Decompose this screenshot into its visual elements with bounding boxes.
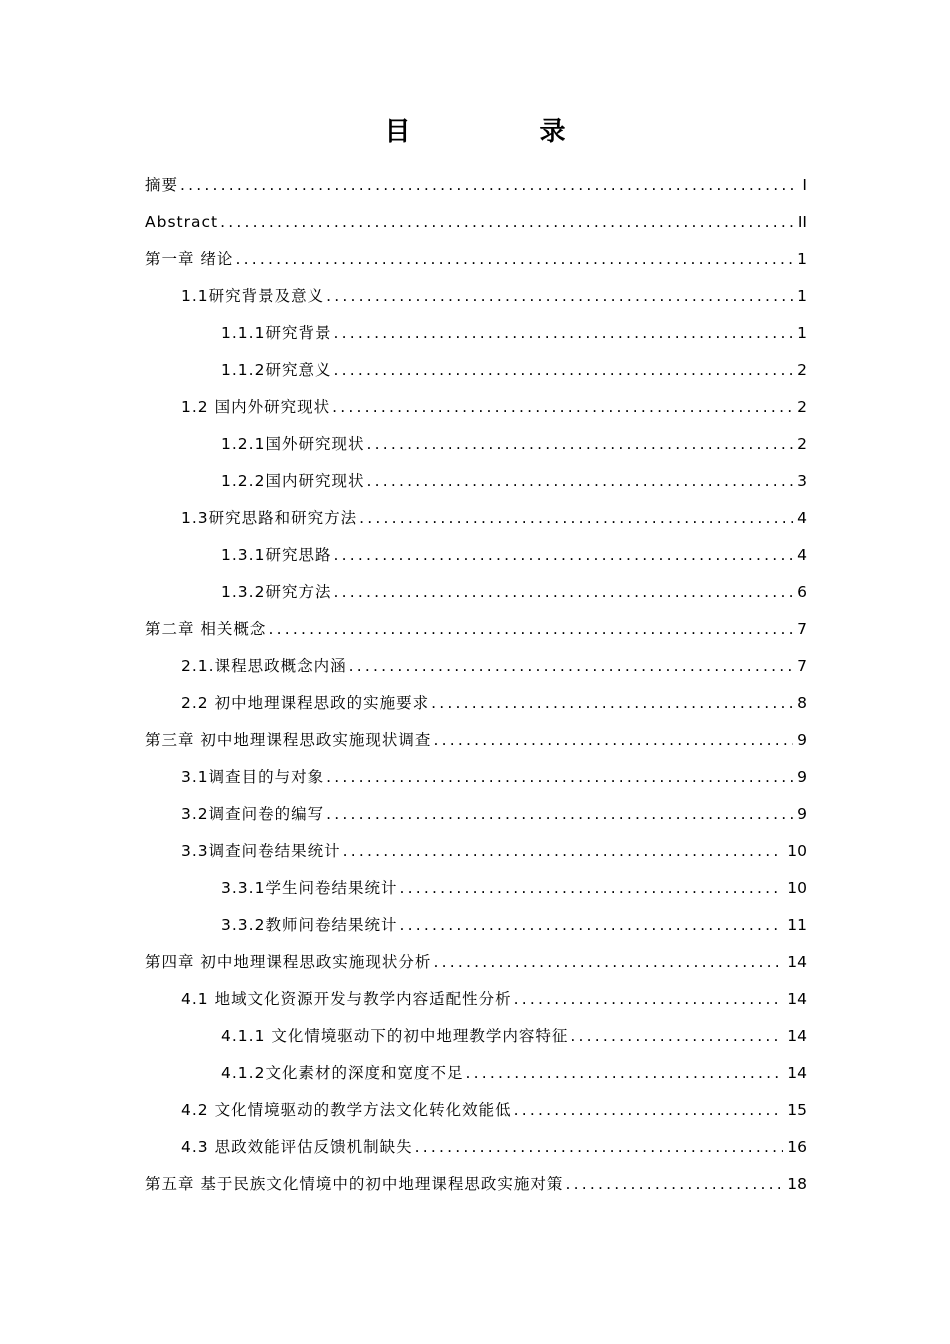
toc-dot-leader	[366, 463, 793, 500]
toc-dot-leader	[326, 278, 793, 315]
toc-entry-page-number: 4	[797, 509, 807, 527]
toc-entry-label: 1.2.1国外研究现状	[221, 435, 365, 453]
toc-entry-label: 1.1.1研究背景	[221, 324, 332, 342]
toc-entry-label: 4.3 思政效能评估反馈机制缺失	[181, 1138, 413, 1156]
toc-dot-leader	[333, 537, 793, 574]
toc-entry-page-number: 2	[797, 361, 807, 379]
toc-entry-label: 摘要	[145, 176, 179, 194]
toc-entry-label: 3.3.1学生问卷结果统计	[221, 879, 398, 897]
toc-entry[interactable]	[145, 1129, 807, 1166]
toc-entry-page-number: 9	[797, 805, 807, 823]
toc-entry-page-number: II	[797, 213, 807, 231]
toc-entry-label: 3.1调查目的与对象	[181, 768, 325, 786]
toc-entry[interactable]	[145, 759, 807, 796]
toc-dot-leader	[514, 981, 784, 1018]
toc-dot-leader	[343, 833, 784, 870]
toc-entry-label: 4.1.1 文化情境驱动下的初中地理教学内容特征	[221, 1027, 569, 1045]
toc-dot-leader	[349, 648, 794, 685]
toc-dot-leader	[333, 352, 793, 389]
toc-dot-leader	[415, 1129, 784, 1166]
toc-entry-label: 1.3研究思路和研究方法	[181, 509, 358, 527]
toc-dot-leader	[180, 167, 798, 204]
toc-entry-label: 1.2.2国内研究现状	[221, 472, 365, 490]
toc-entry-label: 2.1.课程思政概念内涵	[181, 657, 347, 675]
toc-entry-page-number: 14	[787, 1064, 807, 1082]
toc-entry-page-number: 1	[797, 287, 807, 305]
toc-dot-leader	[399, 907, 783, 944]
toc-entry-page-number: 18	[787, 1175, 807, 1193]
toc-entry-page-number: 6	[797, 583, 807, 601]
toc-entry[interactable]	[145, 241, 807, 278]
toc-dot-leader	[332, 389, 793, 426]
toc-dot-leader	[220, 204, 794, 241]
toc-entry[interactable]	[145, 981, 807, 1018]
toc-entry-label: 第五章 基于民族文化情境中的初中地理课程思政实施对策	[145, 1175, 564, 1193]
toc-entry-page-number: 2	[797, 435, 807, 453]
toc-entry-page-number: 15	[787, 1101, 807, 1119]
toc-dot-leader	[399, 870, 783, 907]
toc-dot-leader	[366, 426, 793, 463]
toc-entry-label: 4.1.2文化素材的深度和宽度不足	[221, 1064, 464, 1082]
toc-dot-leader	[433, 944, 783, 981]
toc-entry-page-number: 8	[797, 694, 807, 712]
toc-entry-label: 第三章 初中地理课程思政实施现状调查	[145, 731, 432, 749]
toc-entry-page-number: 1	[797, 250, 807, 268]
toc-entry-page-number: 14	[787, 1027, 807, 1045]
toc-entry-label: 4.1 地域文化资源开发与教学内容适配性分析	[181, 990, 512, 1008]
toc-entry-page-number: I	[802, 176, 807, 194]
toc-dot-leader	[514, 1092, 784, 1129]
toc-entry[interactable]	[145, 796, 807, 833]
toc-entry[interactable]	[145, 426, 807, 463]
toc-entry-label: 3.3.2教师问卷结果统计	[221, 916, 398, 934]
toc-entry[interactable]	[145, 389, 807, 426]
toc-entry-label: 1.2 国内外研究现状	[181, 398, 331, 416]
toc-entry-page-number: 4	[797, 546, 807, 564]
toc-entry-page-number: 2	[797, 398, 807, 416]
toc-entry-label: 1.3.2研究方法	[221, 583, 332, 601]
toc-entry-label: 第二章 相关概念	[145, 620, 267, 638]
toc-entry-label: 1.1研究背景及意义	[181, 287, 325, 305]
toc-dot-leader	[565, 1166, 783, 1203]
toc-entry[interactable]	[145, 685, 807, 722]
toc-dot-leader	[326, 759, 793, 796]
toc-entry-label: 第四章 初中地理课程思政实施现状分析	[145, 953, 432, 971]
toc-entry-page-number: 14	[787, 953, 807, 971]
toc-entry-page-number: 10	[787, 842, 807, 860]
toc-entry-page-number: 9	[797, 768, 807, 786]
toc-dot-leader	[268, 611, 793, 648]
toc-dot-leader	[235, 241, 793, 278]
toc-dot-leader	[570, 1018, 783, 1055]
toc-entry[interactable]	[145, 574, 807, 611]
toc-dot-leader	[431, 685, 793, 722]
toc-entry[interactable]	[145, 648, 807, 685]
toc-entry-label: 2.2 初中地理课程思政的实施要求	[181, 694, 430, 712]
toc-entry-label: 3.2调查问卷的编写	[181, 805, 325, 823]
toc-entry-page-number: 16	[787, 1138, 807, 1156]
toc-entry[interactable]	[145, 1092, 807, 1129]
toc-entry[interactable]	[145, 944, 807, 981]
toc-dot-leader	[333, 574, 793, 611]
toc-entry-page-number: 7	[797, 657, 807, 675]
toc-entry-page-number: 9	[797, 731, 807, 749]
toc-dot-leader	[465, 1055, 783, 1092]
toc-entry[interactable]	[145, 204, 807, 241]
toc-dot-leader	[326, 796, 793, 833]
toc-entry[interactable]	[145, 1018, 807, 1055]
toc-entry-label: 1.3.1研究思路	[221, 546, 332, 564]
toc-entry[interactable]	[145, 537, 807, 574]
toc-entry-page-number: 7	[797, 620, 807, 638]
toc-dot-leader	[359, 500, 793, 537]
toc-entry[interactable]	[145, 907, 807, 944]
toc-entry-page-number: 10	[787, 879, 807, 897]
toc-entry[interactable]	[145, 833, 807, 870]
toc-entry[interactable]	[145, 352, 807, 389]
toc-dot-leader	[333, 315, 793, 352]
toc-entry-page-number: 14	[787, 990, 807, 1008]
toc-entry-page-number: 11	[787, 916, 807, 934]
toc-entry-label: 4.2 文化情境驱动的教学方法文化转化效能低	[181, 1101, 512, 1119]
toc-dot-leader	[433, 722, 793, 759]
toc-entry[interactable]	[145, 463, 807, 500]
toc-entry-page-number: 1	[797, 324, 807, 342]
toc-entry[interactable]	[145, 722, 807, 759]
toc-entry[interactable]	[145, 611, 807, 648]
toc-title: 目 录	[384, 117, 626, 147]
toc-entry-label: Abstract	[145, 213, 219, 231]
toc-entry[interactable]	[145, 278, 807, 315]
toc-entry[interactable]	[145, 500, 807, 537]
toc-entry[interactable]	[145, 167, 807, 204]
toc-entry-label: 3.3调查问卷结果统计	[181, 842, 341, 860]
toc-entry-label: 第一章 绪论	[145, 250, 234, 268]
toc-entry[interactable]	[145, 1166, 807, 1203]
toc-entry-page-number: 3	[797, 472, 807, 490]
toc-entry[interactable]	[145, 870, 807, 907]
toc-entry[interactable]	[145, 315, 807, 352]
toc-entry-label: 1.1.2研究意义	[221, 361, 332, 379]
toc-list	[145, 167, 807, 1203]
toc-entry[interactable]	[145, 1055, 807, 1092]
